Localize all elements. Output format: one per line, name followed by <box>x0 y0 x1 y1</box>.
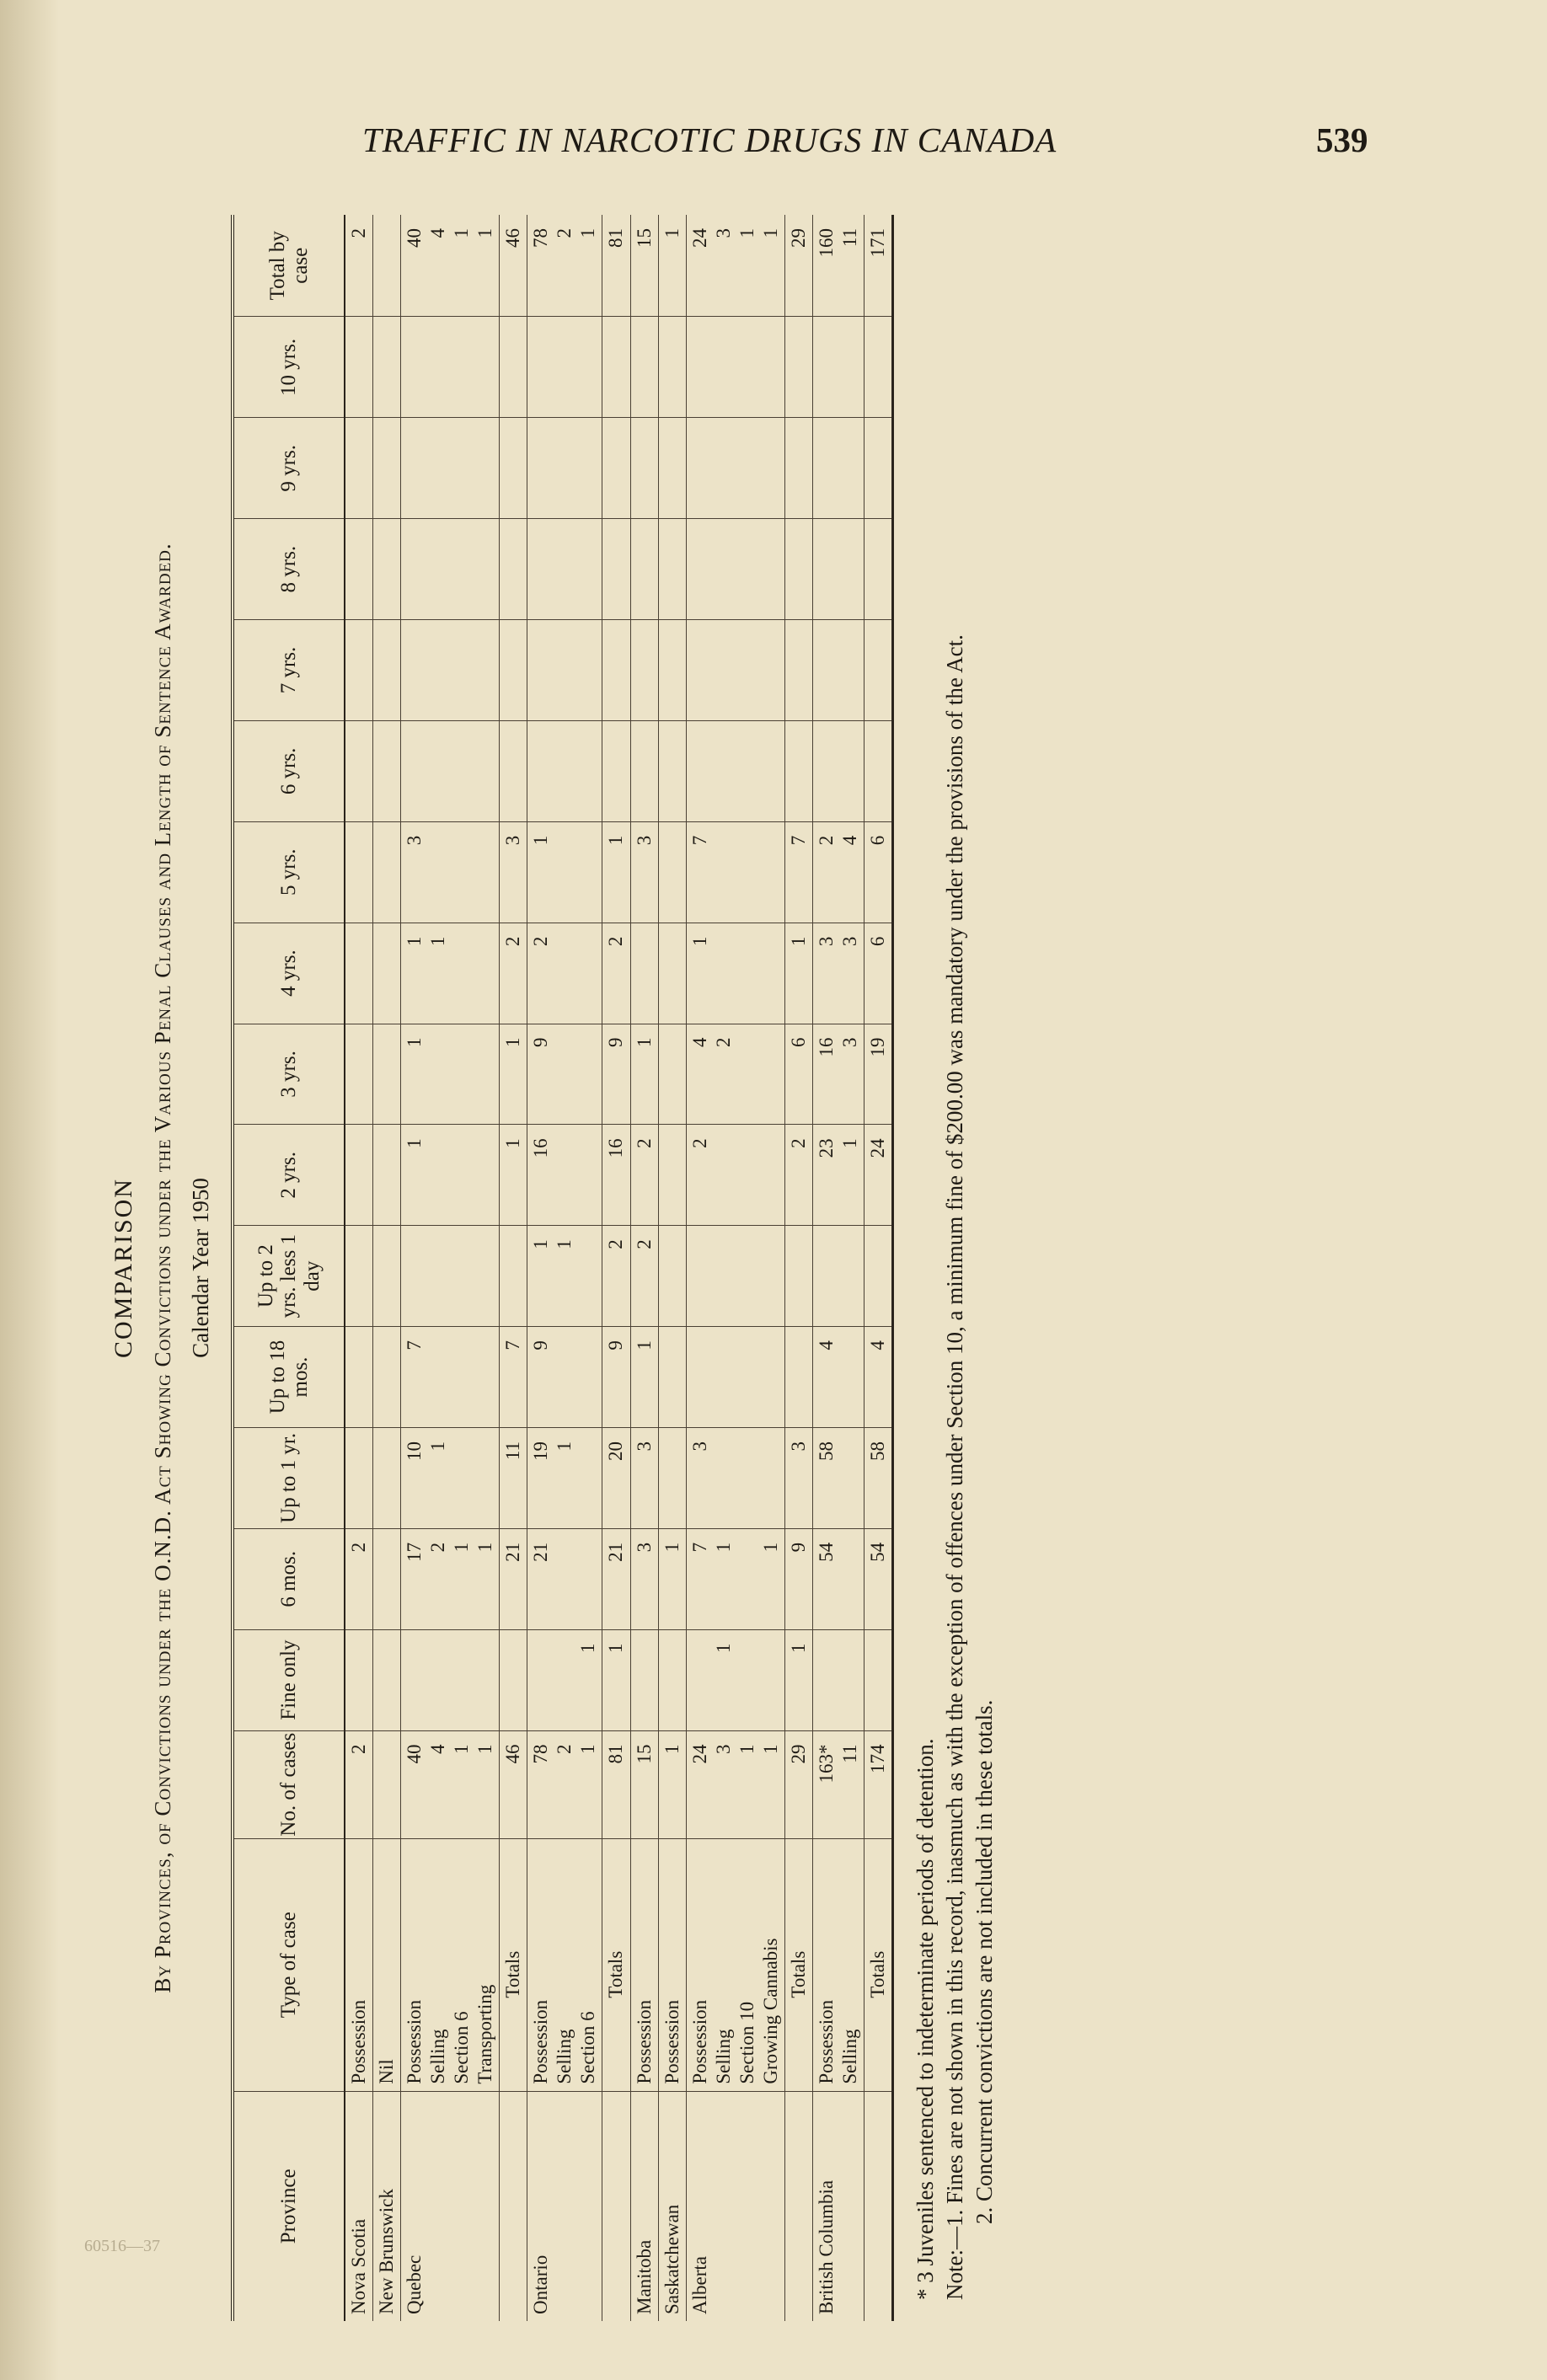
value-cell <box>345 923 373 1024</box>
column-header: 5 yrs. <box>233 821 345 923</box>
value-cell <box>864 720 892 821</box>
table-year: Calendar Year 1950 <box>188 1178 213 1358</box>
value-cell <box>345 1024 373 1125</box>
value-cell <box>345 317 373 418</box>
value-cell <box>784 1226 812 1327</box>
value-cell: 174 <box>864 1730 892 1838</box>
value-cell <box>373 1528 401 1629</box>
value-cell: 24 3 1 1 <box>686 215 784 317</box>
value-cell <box>658 620 686 721</box>
value-cell <box>864 1226 892 1327</box>
value-cell: 15 <box>630 215 658 317</box>
value-cell: 3 <box>401 821 500 923</box>
value-cell: 21 <box>500 1528 527 1629</box>
rotated-table-block <box>101 202 1222 2334</box>
type-cell: Possession <box>345 1838 373 2091</box>
table-row <box>345 215 373 2321</box>
value-cell: 6 <box>784 1024 812 1125</box>
column-header: 6 mos. <box>233 1528 345 1629</box>
value-cell: 1 1 <box>401 923 500 1024</box>
value-cell: 1 <box>784 1629 812 1730</box>
value-cell: 19 <box>864 1024 892 1125</box>
value-cell <box>401 620 500 721</box>
value-cell <box>658 1125 686 1226</box>
value-cell <box>373 317 401 418</box>
table-row <box>527 215 602 2321</box>
value-cell <box>373 821 401 923</box>
value-cell: 78 2 1 <box>527 1730 602 1838</box>
value-cell: 4 <box>864 1327 892 1428</box>
value-cell <box>345 1327 373 1428</box>
value-cell <box>658 1629 686 1730</box>
value-cell: 9 <box>602 1024 630 1125</box>
value-cell <box>373 1226 401 1327</box>
value-cell <box>784 519 812 620</box>
value-cell: 2 <box>345 1730 373 1838</box>
province-cell: New Brunswick <box>373 2091 401 2321</box>
value-cell: 3 <box>630 821 658 923</box>
value-cell <box>527 720 602 821</box>
table-row <box>373 215 401 2321</box>
value-cell: 40 4 1 1 <box>401 1730 500 1838</box>
value-cell: 2 <box>784 1125 812 1226</box>
value-cell: 9 <box>784 1528 812 1629</box>
value-cell: 1 <box>630 1024 658 1125</box>
value-cell <box>812 519 864 620</box>
value-cell <box>602 620 630 721</box>
value-cell: 3 <box>784 1427 812 1528</box>
value-cell <box>527 519 602 620</box>
value-cell <box>345 720 373 821</box>
value-cell: 15 <box>630 1730 658 1838</box>
value-cell <box>864 1629 892 1730</box>
footnote-note-2: 2. Concurrent convictions are not included in these totals. <box>972 1699 998 2224</box>
type-cell: Totals <box>864 1838 892 2091</box>
type-cell: Totals <box>784 1838 812 2091</box>
value-cell <box>500 418 527 519</box>
value-cell: 3 <box>630 1427 658 1528</box>
value-cell: 2 <box>630 1125 658 1226</box>
value-cell <box>373 215 401 317</box>
province-cell <box>864 2091 892 2321</box>
value-cell <box>812 418 864 519</box>
value-cell <box>373 720 401 821</box>
type-cell: Possession <box>630 1838 658 2091</box>
value-cell <box>345 1125 373 1226</box>
value-cell: 16 <box>527 1125 602 1226</box>
value-cell <box>784 317 812 418</box>
value-cell: 4 <box>812 1327 864 1428</box>
value-cell: 23 1 <box>812 1125 864 1226</box>
value-cell: 10 1 <box>401 1427 500 1528</box>
column-header: Type of case <box>233 1838 345 2091</box>
value-cell <box>630 418 658 519</box>
value-cell <box>401 418 500 519</box>
value-cell: 1 <box>527 821 602 923</box>
province-cell: Saskatchewan <box>658 2091 686 2321</box>
value-cell <box>784 1327 812 1428</box>
value-cell: 16 <box>602 1125 630 1226</box>
value-cell <box>373 1629 401 1730</box>
value-cell: 1 <box>686 1629 784 1730</box>
value-cell <box>658 923 686 1024</box>
value-cell <box>345 821 373 923</box>
margin-mark: 60516—37 <box>84 2237 160 2255</box>
value-cell <box>686 720 784 821</box>
value-cell <box>500 720 527 821</box>
value-cell: 9 <box>527 1024 602 1125</box>
column-header: 2 yrs. <box>233 1125 345 1226</box>
column-header: 9 yrs. <box>233 418 345 519</box>
value-cell <box>658 720 686 821</box>
value-cell: 29 <box>784 1730 812 1838</box>
value-cell: 54 <box>864 1528 892 1629</box>
value-cell <box>500 620 527 721</box>
province-cell: Ontario <box>527 2091 602 2321</box>
value-cell: 171 <box>864 215 892 317</box>
value-cell: 2 <box>500 923 527 1024</box>
value-cell: 81 <box>602 1730 630 1838</box>
table-heading: COMPARISON <box>110 1178 137 1358</box>
value-cell <box>658 1427 686 1528</box>
value-cell: 20 <box>602 1427 630 1528</box>
column-header: 3 yrs. <box>233 1024 345 1125</box>
column-header: Province <box>233 2091 345 2321</box>
value-cell: 7 <box>401 1327 500 1428</box>
column-header: Fine only <box>233 1629 345 1730</box>
value-cell <box>373 1427 401 1528</box>
value-cell <box>630 317 658 418</box>
value-cell <box>527 317 602 418</box>
value-cell: 1 <box>602 1629 630 1730</box>
footnote-note-1: Note:—1. Fines are not shown in this record, inasmuch as with the exception of offences under Section 10, a minimum fine of $200.00 was mandatory under the provisions of the Act. <box>942 634 968 2300</box>
value-cell <box>630 720 658 821</box>
value-cell: 81 <box>602 215 630 317</box>
column-header: Up to 2 yrs. less 1 day <box>233 1226 345 1327</box>
value-cell <box>373 418 401 519</box>
value-cell: 21 <box>527 1528 602 1629</box>
totals-row <box>784 215 812 2321</box>
value-cell <box>345 1226 373 1327</box>
value-cell: 2 <box>527 923 602 1024</box>
value-cell: 19 1 <box>527 1427 602 1528</box>
province-cell <box>602 2091 630 2321</box>
value-cell: 7 1 1 <box>686 1528 784 1629</box>
value-cell <box>500 317 527 418</box>
value-cell <box>864 317 892 418</box>
table-body <box>345 215 892 2321</box>
value-cell <box>686 620 784 721</box>
value-cell <box>527 418 602 519</box>
table-header-row <box>233 215 345 2321</box>
value-cell: 40 4 1 1 <box>401 215 500 317</box>
type-cell: Totals <box>602 1838 630 2091</box>
value-cell: 7 <box>500 1327 527 1428</box>
value-cell <box>658 1327 686 1428</box>
value-cell: 2 <box>345 1528 373 1629</box>
province-cell: British Columbia <box>812 2091 864 2321</box>
value-cell: 1 <box>500 1125 527 1226</box>
value-cell <box>686 1327 784 1428</box>
value-cell: 7 <box>686 821 784 923</box>
totals-row <box>602 215 630 2321</box>
table-row <box>686 215 784 2321</box>
province-cell <box>500 2091 527 2321</box>
province-cell: Nova Scotia <box>345 2091 373 2321</box>
column-header: 6 yrs. <box>233 720 345 821</box>
value-cell <box>864 519 892 620</box>
value-cell <box>658 317 686 418</box>
value-cell: 2 4 <box>812 821 864 923</box>
value-cell: 1 <box>686 923 784 1024</box>
totals-row <box>864 215 892 2321</box>
value-cell <box>658 418 686 519</box>
value-cell <box>630 519 658 620</box>
value-cell: 11 <box>500 1427 527 1528</box>
value-cell <box>602 519 630 620</box>
value-cell <box>864 418 892 519</box>
value-cell <box>658 1024 686 1125</box>
type-cell: Possession Selling <box>812 1838 864 2091</box>
value-cell: 4 2 <box>686 1024 784 1125</box>
column-header: 8 yrs. <box>233 519 345 620</box>
value-cell <box>630 1629 658 1730</box>
value-cell: 163* 11 <box>812 1730 864 1838</box>
value-cell <box>500 1226 527 1327</box>
footnote-juveniles: * 3 Juveniles sentenced to indeterminate periods of detention. <box>912 1738 938 2300</box>
province-cell <box>784 2091 812 2321</box>
type-cell: Possession Selling Section 6 Transporting <box>401 1838 500 2091</box>
value-cell: 2 <box>630 1226 658 1327</box>
value-cell: 2 <box>602 1226 630 1327</box>
value-cell <box>784 418 812 519</box>
value-cell: 1 <box>401 1024 500 1125</box>
value-cell: 9 <box>527 1327 602 1428</box>
value-cell: 1 <box>630 1327 658 1428</box>
value-cell <box>345 620 373 721</box>
value-cell: 1 <box>658 1730 686 1838</box>
value-cell <box>373 923 401 1024</box>
value-cell <box>345 519 373 620</box>
value-cell: 16 3 <box>812 1024 864 1125</box>
column-header: No. of cases <box>233 1730 345 1838</box>
value-cell <box>686 317 784 418</box>
value-cell: 1 1 <box>527 1226 602 1327</box>
type-cell: Possession Selling Section 6 <box>527 1838 602 2091</box>
column-header: 4 yrs. <box>233 923 345 1024</box>
value-cell: 6 <box>864 923 892 1024</box>
value-cell: 78 2 1 <box>527 215 602 317</box>
value-cell: 46 <box>500 1730 527 1838</box>
value-cell: 3 <box>500 821 527 923</box>
value-cell <box>602 418 630 519</box>
value-cell <box>812 317 864 418</box>
province-cell: Manitoba <box>630 2091 658 2321</box>
value-cell <box>345 1629 373 1730</box>
value-cell <box>602 720 630 821</box>
value-cell <box>812 1629 864 1730</box>
value-cell: 3 <box>630 1528 658 1629</box>
value-cell <box>812 720 864 821</box>
value-cell <box>784 720 812 821</box>
book-spine-shadow <box>0 0 59 2380</box>
running-title: TRAFFIC IN NARCOTIC DRUGS IN CANADA <box>362 120 1057 159</box>
value-cell <box>373 1730 401 1838</box>
value-cell <box>401 317 500 418</box>
value-cell <box>658 821 686 923</box>
value-cell <box>500 1629 527 1730</box>
type-cell: Nil <box>373 1838 401 2091</box>
value-cell <box>401 720 500 821</box>
type-cell: Totals <box>500 1838 527 2091</box>
value-cell: 46 <box>500 215 527 317</box>
type-cell: Possession Selling Section 10 Growing Cannabis <box>686 1838 784 2091</box>
value-cell: 2 <box>686 1125 784 1226</box>
value-cell <box>686 1226 784 1327</box>
value-cell <box>373 620 401 721</box>
value-cell: 2 <box>345 215 373 317</box>
value-cell: 1 <box>527 1629 602 1730</box>
value-cell <box>686 418 784 519</box>
column-header: Total by case <box>233 215 345 317</box>
value-cell <box>658 1226 686 1327</box>
value-cell: 54 <box>812 1528 864 1629</box>
value-cell <box>630 620 658 721</box>
province-cell: Quebec <box>401 2091 500 2321</box>
table-subtitle: By Provinces, of Convictions under the O.N.D. Act Showing Convictions under the Various Penal Clauses and Length of Sentence Awarded. <box>150 543 175 1993</box>
value-cell <box>686 519 784 620</box>
table-row <box>812 215 864 2321</box>
value-cell: 7 <box>784 821 812 923</box>
convictions-table <box>231 215 894 2321</box>
page-number: 539 <box>1316 120 1368 159</box>
value-cell: 1 <box>784 923 812 1024</box>
table-row <box>658 215 686 2321</box>
value-cell: 1 <box>658 1528 686 1629</box>
value-cell: 21 <box>602 1528 630 1629</box>
totals-row <box>500 215 527 2321</box>
value-cell: 24 3 1 1 <box>686 1730 784 1838</box>
value-cell: 6 <box>864 821 892 923</box>
value-cell: 1 <box>658 215 686 317</box>
value-cell: 1 <box>401 1125 500 1226</box>
value-cell <box>812 620 864 721</box>
value-cell: 3 3 <box>812 923 864 1024</box>
value-cell: 1 <box>602 821 630 923</box>
value-cell <box>864 620 892 721</box>
value-cell: 2 <box>602 923 630 1024</box>
value-cell <box>500 519 527 620</box>
column-header: 10 yrs. <box>233 317 345 418</box>
value-cell <box>401 1629 500 1730</box>
value-cell <box>812 1226 864 1327</box>
value-cell <box>373 1024 401 1125</box>
value-cell <box>373 1125 401 1226</box>
value-cell <box>345 1427 373 1528</box>
column-header: Up to 1 yr. <box>233 1427 345 1528</box>
value-cell <box>527 620 602 721</box>
value-cell <box>602 317 630 418</box>
value-cell <box>401 1226 500 1327</box>
type-cell: Possession <box>658 1838 686 2091</box>
value-cell: 17 2 1 1 <box>401 1528 500 1629</box>
value-cell: 3 <box>686 1427 784 1528</box>
value-cell: 1 <box>500 1024 527 1125</box>
value-cell <box>401 519 500 620</box>
table-row <box>630 215 658 2321</box>
value-cell <box>784 620 812 721</box>
value-cell: 58 <box>864 1427 892 1528</box>
value-cell: 24 <box>864 1125 892 1226</box>
value-cell <box>345 418 373 519</box>
value-cell: 9 <box>602 1327 630 1428</box>
value-cell <box>373 519 401 620</box>
value-cell: 160 11 <box>812 215 864 317</box>
value-cell: 58 <box>812 1427 864 1528</box>
value-cell <box>630 923 658 1024</box>
table-row <box>401 215 500 2321</box>
value-cell: 29 <box>784 215 812 317</box>
column-header: Up to 18 mos. <box>233 1327 345 1428</box>
value-cell <box>373 1327 401 1428</box>
province-cell: Alberta <box>686 2091 784 2321</box>
footnotes <box>911 202 999 2300</box>
value-cell <box>658 519 686 620</box>
column-header: 7 yrs. <box>233 620 345 721</box>
